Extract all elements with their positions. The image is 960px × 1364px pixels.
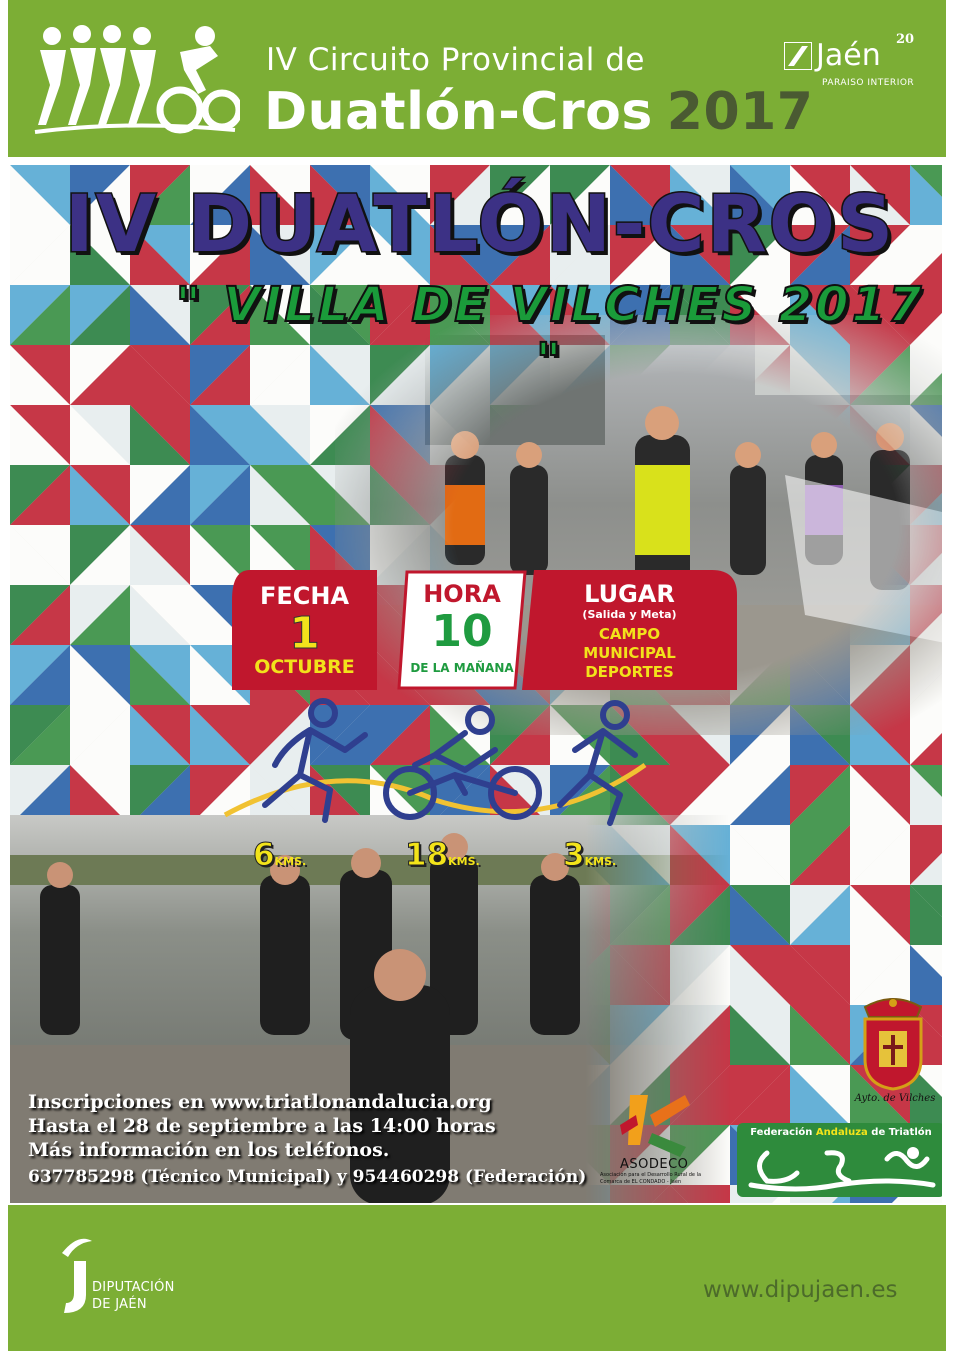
diputacion-line2: DE JAÉN [92,1297,147,1312]
place-sublabel: (Salida y Meta) [582,608,677,621]
date-label: FECHA [259,582,350,610]
header-banner [8,0,946,157]
circuit-title [264,82,814,142]
place-line: CAMPO [598,625,661,643]
jaen-logo-badge: 20 [896,32,915,47]
diputacion-j-icon [58,1235,92,1315]
riders-logo-icon [30,22,240,137]
diputacion-line1: DIPUTACIÓN [92,1280,175,1295]
circuit-title-text: Duatlón-Cros [264,82,653,142]
jaen-mark-icon [784,42,812,70]
place-name [522,625,737,682]
distance-value: 6 [253,837,275,873]
jaen-paraiso-logo [784,32,934,92]
asodeco-name: ASODECO [620,1157,689,1172]
place-label: LUGAR [584,580,675,608]
poster-area [10,165,942,1203]
vilches-coat-of-arms [854,997,936,1107]
registration-phones: 637785298 (Técnico Municipal) y 954460298 (Federación) [28,1167,587,1187]
federation-word1: Federación [750,1127,813,1138]
footer-website: www.dipujaen.es [703,1277,898,1303]
distance-unit: KMS. [274,855,307,868]
ayto-label: Ayto. de Vilches [854,1093,936,1104]
registration-line: Inscripciones en www.triatlonandalucia.org [28,1091,492,1113]
time-box [397,570,527,690]
federation-word2: Andaluza [815,1127,868,1138]
federation-title [741,1127,941,1138]
asodeco-logo [600,1085,710,1195]
coat-of-arms-icon [855,997,931,1092]
federation-logo [737,1123,942,1197]
event-title: IV DUATLÓN-CROS [64,180,896,270]
asodeco-subtitle: Asociación para el Desarrollo Rural de la Comarca de EL CONDADO - Jaén [600,1172,702,1185]
date-month: OCTUBRE [254,656,355,678]
place-line: MUNICIPAL [583,644,676,662]
time-value: 10 [431,606,493,657]
event-subtitle: " VILLA DE VILCHES 2017 " [175,277,925,389]
registration-info [28,1090,668,1189]
circuit-subtitle: IV Circuito Provincial de [266,42,645,78]
distance-bike [405,837,480,873]
registration-line: Más información en los teléfonos. [28,1139,390,1161]
place-box [522,570,737,690]
asodeco-mark-icon [600,1085,710,1160]
time-label: HORA [423,580,501,608]
diputacion-name [92,1279,175,1313]
duathlon-athletes-icon [215,695,655,830]
distance-run1 [253,837,306,873]
place-line: DEPORTES [585,663,674,681]
date-box [232,570,377,690]
distance-unit: KMS. [584,855,617,868]
distance-value: 18 [405,837,449,873]
distance-value: 3 [563,837,585,873]
event-info-bar [232,570,732,690]
footer-banner [8,1205,946,1351]
time-note: DE LA MAÑANA [410,661,514,675]
date-day: 1 [289,608,320,659]
distance-unit: KMS. [448,855,480,868]
diputacion-logo [58,1235,188,1335]
federation-word3: de Triatlón [871,1127,932,1138]
circuit-year: 2017 [666,82,814,142]
registration-line: Hasta el 28 de septiembre a las 14:00 horas [28,1115,496,1137]
jaen-logo-tagline: PARAISO INTERIOR [822,78,915,88]
distance-run2 [563,837,616,873]
jaen-logo-name: Jaén [816,38,881,73]
